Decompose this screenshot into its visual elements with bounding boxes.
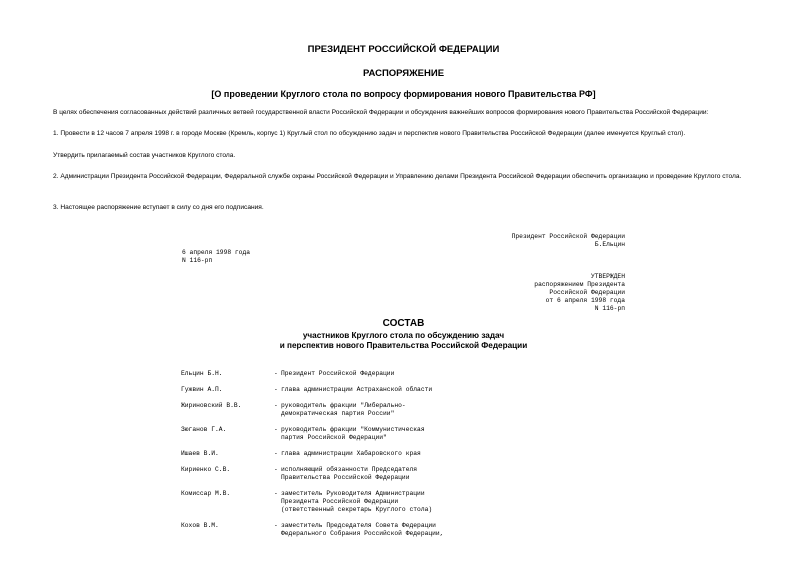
item-1-paragraph: 1. Провести в 12 часов 7 апреля 1998 г. в городе Москве (Кремль, корпус 1) Круглый стол по обсуждению задач и перспектив нового Правительства Российской Федерации (далее именуется Круглый стол).	[53, 130, 686, 137]
member-position: Президент Российской Федерации	[281, 370, 395, 377]
member-position: глава администрации Хабаровского края	[281, 450, 421, 457]
approval-number-line: N 116-рп	[594, 305, 625, 312]
member-name: Комиссар М.В.	[181, 490, 231, 497]
member-dash: -	[274, 386, 278, 393]
member-position: глава администрации Астраханской области	[281, 386, 433, 393]
member-name: Зюганов Г.А.	[181, 426, 227, 433]
member-dash: -	[274, 450, 278, 457]
approval-date-line: от 6 апреля 1998 года	[545, 297, 625, 304]
member-name: Ельцин Б.Н.	[181, 370, 223, 377]
document-number: N 116-рп	[182, 257, 213, 264]
member-dash: -	[274, 426, 278, 433]
member-position: руководитель фракции "Коммунистическая партия Российской Федерации"	[281, 426, 425, 441]
composition-title: СОСТАВ	[382, 318, 425, 329]
member-dash: -	[274, 522, 278, 529]
document-type-heading: РАСПОРЯЖЕНИЕ	[362, 68, 445, 79]
member-dash: -	[274, 466, 278, 473]
member-name: Кириенко С.В.	[181, 466, 231, 473]
member-dash: -	[274, 370, 278, 377]
document-title: [О проведении Круглого стола по вопросу формирования нового Правительства РФ]	[211, 89, 596, 99]
authority-heading: ПРЕЗИДЕНТ РОССИЙСКОЙ ФЕДЕРАЦИИ	[307, 44, 500, 55]
document-date: 6 апреля 1998 года	[182, 249, 251, 256]
member-position: исполняющий обязанности Председателя Правительства Российской Федерации	[281, 466, 418, 481]
composition-subtitle	[0, 331, 807, 351]
signature-name: Б.Ельцин	[594, 241, 625, 248]
member-position: руководитель фракции "Либерально- демократическая партия России"	[281, 402, 406, 417]
composition-subtitle-line-2: и перспектив нового Правительства Российской Федерации	[279, 341, 528, 350]
approval-authority-line: Российской Федерации	[549, 289, 625, 296]
approve-paragraph: Утвердить прилагаемый состав участников Круглого стола.	[53, 152, 236, 159]
member-name: Гужвин А.П.	[181, 386, 223, 393]
member-name: Кохов В.М.	[181, 522, 219, 529]
approval-by-line: распоряжением Президента	[534, 281, 625, 288]
member-dash: -	[274, 490, 278, 497]
member-position: заместитель Руководителя Администрации Президента Российской Федерации (ответственный секретарь Круглого стола)	[281, 490, 433, 513]
item-3-paragraph: 3. Настоящее распоряжение вступает в силу со дня его подписания.	[53, 204, 264, 211]
member-dash: -	[274, 402, 278, 409]
member-name: Ишаев В.И.	[181, 450, 219, 457]
composition-subtitle-line-1: участников Круглого стола по обсуждению задач	[302, 331, 505, 340]
member-name: Жириновский В.В.	[181, 402, 242, 409]
item-2-paragraph: 2. Администрации Президента Российской Федерации, Федеральной службе охраны Российской Федерации и Управлению делами Президента Российской Федерации обеспечить организацию и проведение Круглого стола.	[53, 173, 742, 180]
member-position: заместитель Председателя Совета Федерации Федерального Собрания Российской Федерации,	[281, 522, 444, 537]
preamble-paragraph: В целях обеспечения согласованных действий различных ветвей государственной власти Российской Федерации и обсуждения важнейших вопросов формирования нового Правительства Российской Федерации:	[53, 109, 709, 116]
approval-stamp-line: УТВЕРЖДЕН	[590, 273, 625, 280]
signature-title: Президент Российской Федерации	[511, 233, 625, 240]
